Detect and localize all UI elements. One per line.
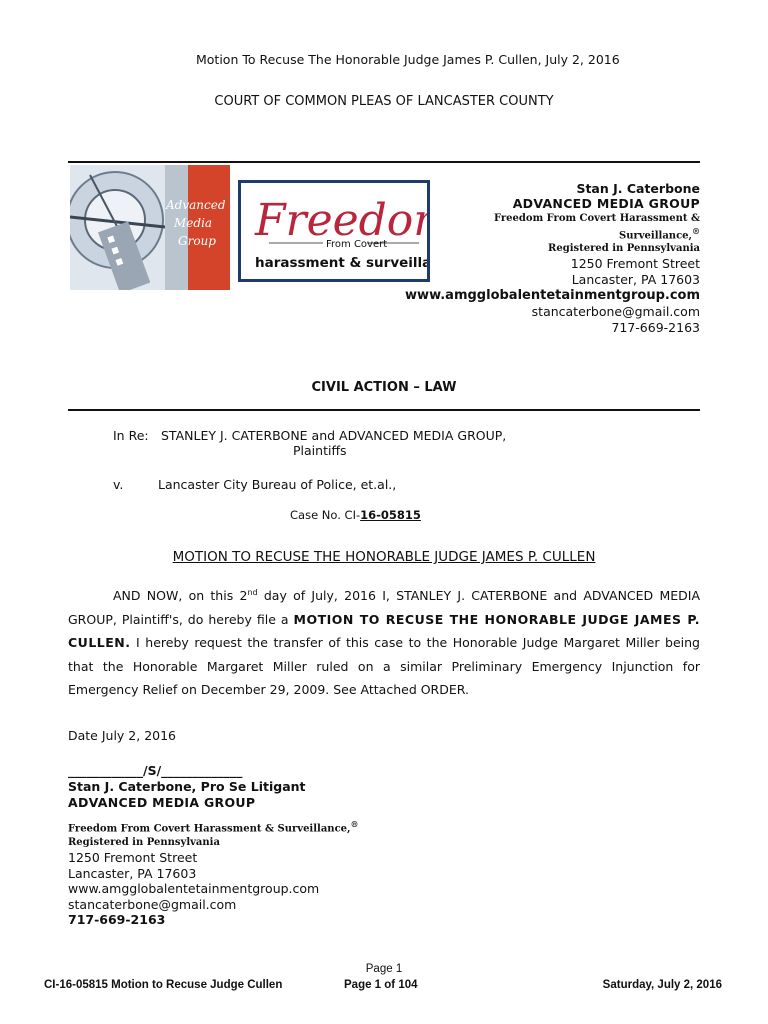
contact-street: 1250 Fremont Street (570, 256, 700, 272)
signature-street: 1250 Fremont Street (68, 850, 198, 866)
motion-body-text-3: I hereby request the transfer of this case to the Honorable Judge Margaret Miller being that the Honorable Margaret Miller ruled on a similar Preliminary Emergency Injunction for Emergency Relief on December 29, 2009. See Attached ORDER. (68, 635, 700, 698)
freedom-logo-word: Freedo (255, 195, 414, 246)
signature-registered: Registered in Pennsylvania (68, 837, 220, 849)
motion-body (68, 581, 700, 702)
signature-city: Lancaster, PA 17603 (68, 865, 197, 881)
footer-left: CI-16-05815 Motion to Recuse Judge Cullen (44, 979, 283, 991)
court-name: COURT OF COMMON PLEAS OF LANCASTER COUNTY (214, 94, 554, 109)
in-re-parties: STANLEY J. CATERBONE and ADVANCED MEDIA GROUP, (161, 428, 507, 443)
signature-block (68, 763, 468, 928)
contact-city: Lancaster, PA 17603 (571, 272, 700, 288)
case-number (290, 508, 421, 522)
amg-logo-graphic (70, 165, 230, 290)
motion-body-bold: MOTION TO RECUSE THE HONORABLE JUDGE JAMES P. CULLEN. (68, 611, 701, 651)
amg-logo-word-2: Media (174, 216, 213, 230)
signature-email-link[interactable]: stancaterbone@gmail.com (68, 896, 237, 912)
date-line: Date July 2, 2016 (68, 728, 177, 743)
signature-email[interactable] (68, 897, 468, 913)
signature-org-line: Freedom From Covert Harassment & Surveillance,® (68, 819, 359, 835)
contact-registered: Registered in Pennsylvania (548, 243, 700, 255)
defendant: Lancaster City Bureau of Police, et.al., (158, 477, 397, 492)
contact-website-link[interactable]: www.amgglobalentetainmentgroup.com (405, 288, 700, 304)
contact-org: ADVANCED MEDIA GROUP (512, 196, 700, 211)
signature-website-link[interactable]: www.amgglobalentetainmentgroup.com (68, 881, 320, 897)
contact-email-link[interactable]: stancaterbone@gmail.com (531, 304, 700, 320)
versus-label: v. (113, 477, 124, 492)
in-re-label: In Re: (113, 428, 149, 443)
contact-org-line-1: Freedom From Covert Harassment & (493, 213, 700, 224)
civil-action-rule (68, 409, 700, 411)
contact-email[interactable] (400, 304, 700, 320)
amg-logo-word-3: Group (178, 234, 216, 248)
motion-body-sup: nd (247, 588, 258, 597)
contact-org-line-2: Surveillance,® (618, 226, 700, 242)
case-number-value: 16-05815 (360, 508, 421, 522)
signature-website[interactable] (68, 881, 468, 897)
signature-phone: 717-669-2163 (68, 912, 166, 928)
contact-block (400, 181, 700, 336)
footer-page-label: Page 1 (365, 963, 403, 975)
freedom-logo-from: From Covert (326, 239, 388, 250)
civil-action-heading: CIVIL ACTION – LAW (311, 380, 457, 395)
header-rule (68, 161, 700, 163)
signature-name: Stan J. Caterbone, Pro Se Litigant (68, 779, 306, 794)
contact-website[interactable] (400, 288, 700, 304)
in-re-role: Plaintiffs (293, 443, 347, 458)
running-header-text: Motion To Recuse The Honorable Judge James P. Cullen, July 2, 2016 (196, 52, 620, 67)
signature-line: ____________/S/_____________ (68, 763, 243, 778)
motion-title: MOTION TO RECUSE THE HONORABLE JUDGE JAMES P. CULLEN (172, 549, 596, 565)
contact-phone: 717-669-2163 (611, 320, 700, 336)
contact-name: Stan J. Caterbone (576, 181, 700, 196)
motion-body-text-2: day of July, 2016 I, STANLEY J. CATERBONE and ADVANCED MEDIA GROUP, Plaintiff's, do hereby file a (68, 588, 700, 627)
footer-center: Page 1 of 104 (344, 979, 418, 991)
freedom-logo-bottom: harassment & surveilla (255, 255, 427, 271)
footer-right: Saturday, July 2, 2016 (602, 979, 722, 991)
case-number-label: Case No. CI- (290, 508, 361, 522)
motion-body-text-1: AND NOW, on this 2 (113, 588, 248, 604)
amg-logo (70, 165, 230, 290)
amg-logo-word-1: Advanced (166, 198, 226, 212)
signature-org: ADVANCED MEDIA GROUP (68, 795, 256, 810)
